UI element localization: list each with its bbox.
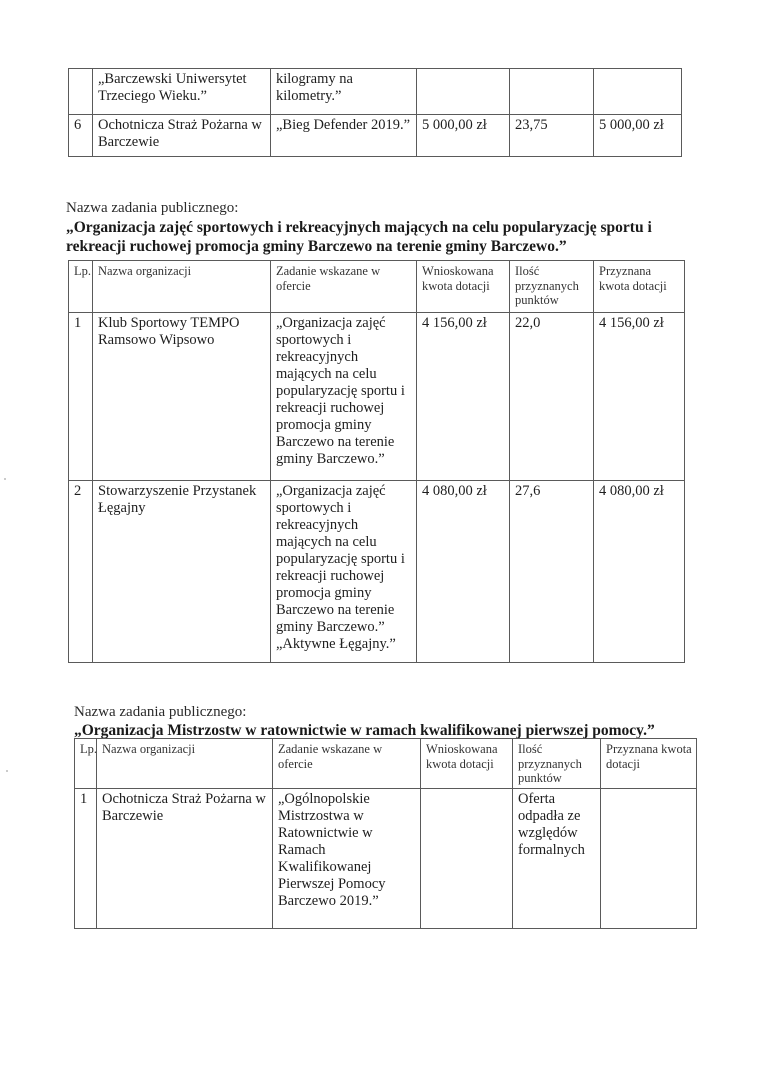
header-requested: Wnioskowana kwota dotacji (417, 261, 510, 313)
table-row (69, 313, 685, 481)
header-granted: Przyznana kwota dotacji (601, 739, 697, 789)
points-cell: Oferta odpadła ze względów formalnych (513, 789, 601, 929)
table-row (69, 69, 682, 115)
granted-amount-cell: 4 156,00 zł (594, 313, 685, 481)
grants-table-rescue (74, 738, 697, 929)
header-organization: Nazwa organizacji (93, 261, 271, 313)
organization-cell: Stowarzyszenie Przystanek Łęgajny (93, 481, 271, 663)
task-cell: „Organizacja zajęć sportowych i rekreacyjnych mających na celu popularyzację sportu i rekreacji ruchowej promocja gminy Barczewo na terenie gminy Barczewo.” „Aktywne Łęgajny.” (271, 481, 417, 663)
task-cell: kilogramy na kilometry.” (271, 69, 417, 115)
granted-amount-cell: 4 080,00 zł (594, 481, 685, 663)
points-cell: 27,6 (510, 481, 594, 663)
header-task: Zadanie wskazane w ofercie (273, 739, 421, 789)
granted-amount-cell: 5 000,00 zł (594, 115, 682, 157)
header-organization: Nazwa organizacji (97, 739, 273, 789)
scan-speck (6, 770, 8, 772)
task-cell: „Bieg Defender 2019.” (271, 115, 417, 157)
table-header-row (69, 261, 685, 313)
header-granted: Przyznana kwota dotacji (594, 261, 685, 313)
header-lp: Lp. (75, 739, 97, 789)
lp-cell: 6 (69, 115, 93, 157)
points-cell: 23,75 (510, 115, 594, 157)
requested-amount-cell (417, 69, 510, 115)
section-label: Nazwa zadania publicznego: (66, 200, 239, 216)
header-requested: Wnioskowana kwota dotacji (421, 739, 513, 789)
section-title: „Organizacja Mistrzostw w ratownictwie w ramach kwalifikowanej pierwszej pomocy.” (74, 722, 655, 739)
header-lp: Lp. (69, 261, 93, 313)
lp-cell: 2 (69, 481, 93, 663)
task-cell: „Organizacja zajęć sportowych i rekreacyjnych mających na celu popularyzację sportu i rekreacji ruchowej promocja gminy Barczewo na terenie gminy Barczewo.” (271, 313, 417, 481)
lp-cell: 1 (75, 789, 97, 929)
header-points: Ilość przyznanych punktów (513, 739, 601, 789)
organization-cell: Ochotnicza Straż Pożarna w Barczewie (97, 789, 273, 929)
organization-cell: Klub Sportowy TEMPO Ramsowo Wipsowo (93, 313, 271, 481)
section-label: Nazwa zadania publicznego: (74, 704, 247, 720)
organization-cell: Ochotnicza Straż Pożarna w Barczewie (93, 115, 271, 157)
points-cell (510, 69, 594, 115)
requested-amount-cell: 5 000,00 zł (417, 115, 510, 157)
requested-amount-cell: 4 080,00 zł (417, 481, 510, 663)
granted-amount-cell (594, 69, 682, 115)
lp-cell (69, 69, 93, 115)
grants-table-continued (68, 68, 682, 157)
requested-amount-cell: 4 156,00 zł (417, 313, 510, 481)
task-cell: „Ogólnopolskie Mistrzostwa w Ratownictwie w Ramach Kwalifikowanej Pierwszej Pomocy Barczewo 2019.” (273, 789, 421, 929)
granted-amount-cell (601, 789, 697, 929)
table-row (75, 789, 697, 929)
section-title: „Organizacja zajęć sportowych i rekreacyjnych mających na celu popularyzację sportu i rekreacji ruchowej promocja gminy Barczewo na terenie gminy Barczewo.” (66, 219, 652, 255)
lp-cell: 1 (69, 313, 93, 481)
scan-speck (4, 478, 6, 480)
points-cell: 22,0 (510, 313, 594, 481)
grants-table-sport (68, 260, 685, 663)
header-task: Zadanie wskazane w ofercie (271, 261, 417, 313)
table-row (69, 115, 682, 157)
table-header-row (75, 739, 697, 789)
requested-amount-cell (421, 789, 513, 929)
organization-cell: „Barczewski Uniwersytet Trzeciego Wieku.” (93, 69, 271, 115)
table-row (69, 481, 685, 663)
header-points: Ilość przyznanych punktów (510, 261, 594, 313)
